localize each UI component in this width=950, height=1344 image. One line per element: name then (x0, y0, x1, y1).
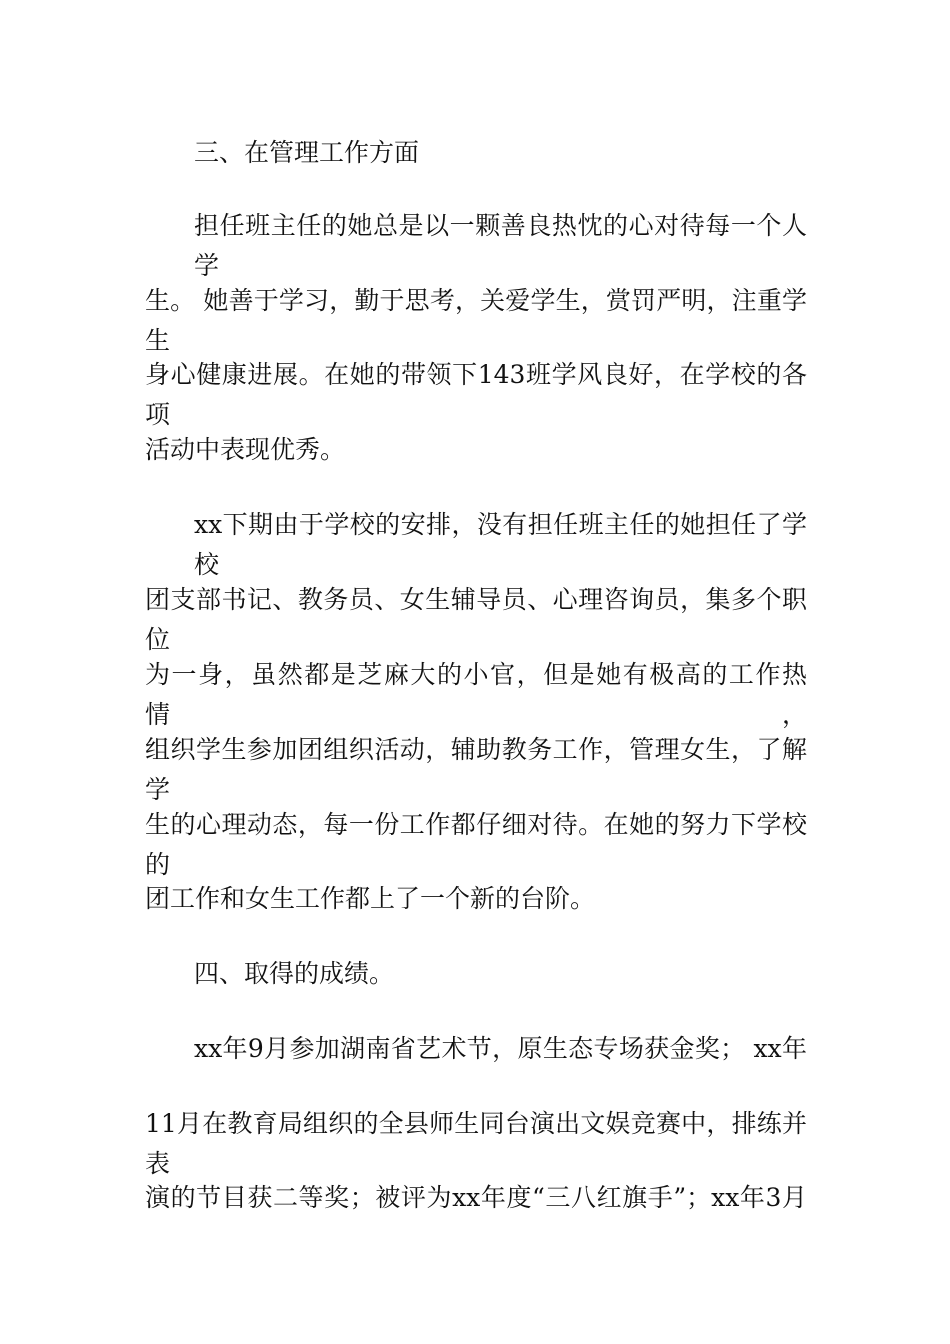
paragraph-line: 演的节目获二等奖；被评为xx年度“三八红旗手”；xx年3月 (145, 1183, 807, 1212)
paragraph-line: 活动中表现优秀。 (145, 435, 346, 464)
paragraph-line: 身心健康进展。在她的带领下143班学风良好，在学校的各项 (145, 360, 807, 429)
paragraph-line: 担任班主任的她总是以一颗善良热忱的心对待每一个人学 (194, 211, 807, 280)
paragraph-line: 为一身，虽然都是芝麻大的小官，但是她有极高的工作热情， (145, 660, 807, 729)
paragraph-line: xx下期由于学校的安排，没有担任班主任的她担任了学校 (194, 510, 807, 579)
paragraph-line: 团工作和女生工作都上了一个新的台阶。 (145, 884, 596, 913)
paragraph-line: 组织学生参加团组织活动，辅助教务工作，管理女生，了解学 (145, 735, 807, 804)
paragraph-line: 生的心理动态，每一份工作都仔细对待。在她的努力下学校的 (145, 810, 807, 879)
paragraph-line: xx年9月参加湖南省艺术节，原生态专场获金奖； xx年 (194, 1034, 807, 1063)
section-heading-management: 三、在管理工作方面 (194, 138, 420, 167)
section-heading-achievements: 四、取得的成绩。 (194, 959, 395, 988)
paragraph-line: 团支部书记、教务员、女生辅导员、心理咨询员，集多个职位 (145, 585, 807, 654)
paragraph-line: 生。 她善于学习，勤于思考，关爱学生，赏罚严明，注重学生 (145, 286, 807, 355)
paragraph-line: 11月在教育局组织的全县师生同台演出文娱竞赛中，排练并表 (145, 1109, 807, 1178)
